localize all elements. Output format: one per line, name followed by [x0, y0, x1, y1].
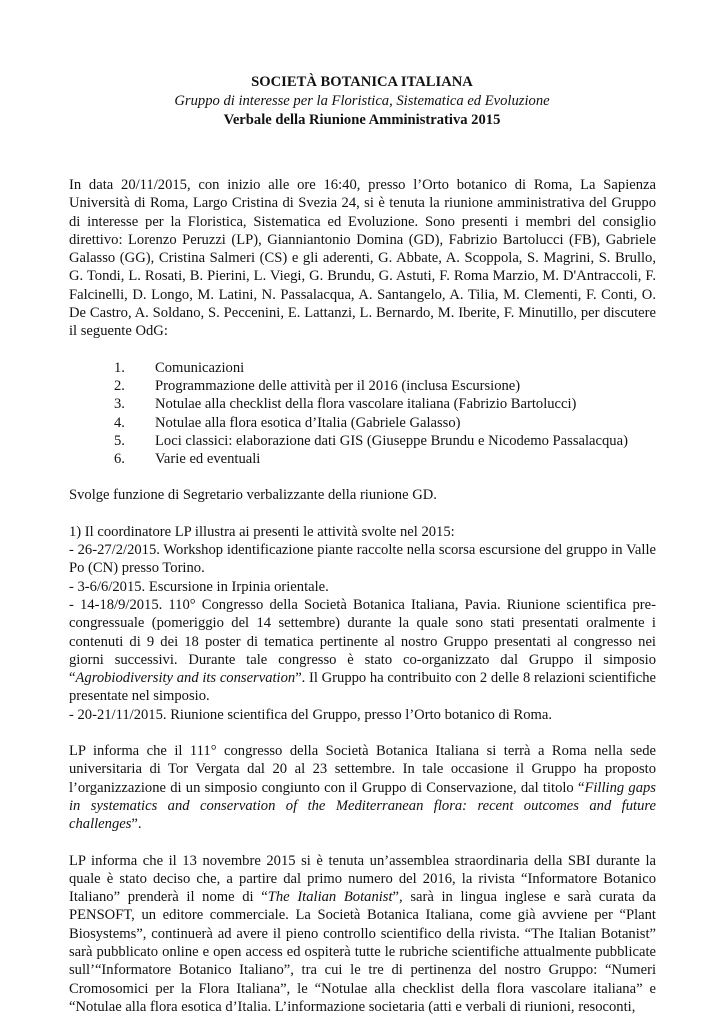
agenda-text: Loci classici: elaborazione dati GIS (Giuseppe Brundu e Nicodemo Passalacqua)	[155, 432, 628, 449]
joint-symposium-title: Filling gaps in systematics and conservation of the Mediterranean flora: recent outcomes and future challenges	[69, 779, 656, 833]
agenda-number: 3.	[114, 396, 125, 413]
activity-text: ”. Il Gruppo ha contribuito con 2 delle 8 relazioni scientifiche presentate nel simposio.	[69, 670, 656, 705]
spacer	[69, 834, 656, 852]
journal-name: The Italian Botanist	[267, 889, 393, 906]
symposium-title: Agrobiodiversity and its conservation	[75, 670, 296, 687]
document-body	[69, 176, 656, 1016]
agenda-item	[69, 395, 656, 413]
agenda-number: 6.	[114, 451, 125, 468]
spacer	[69, 468, 656, 486]
assembly-text: ”, sarà in lingua inglese e sarà curata da PENSOFT, un editore commerciale. La Società Botanica Italiana, come già avviene per “Plant Biosystems”, continuerà ad avere il pieno controllo scientifico della rivista. “The Italian Botanist” sarà pubblicato online e open access ed ospiterà tutte le rubriche scientifiche attualmente pubblicate sull’“Informatore Botanico Italiano”, tra cui le tre di pertinenza del nostro Gruppo: “Numeri Cromosomici per la Flora Italiana”, le “Notulae alla checklist della flora vascolare italiana” e “Notulae alla flora esotica d’Italia. L’informazione societaria (atti e verbali di riunioni, resoconti,	[69, 889, 657, 1015]
spacer	[69, 505, 656, 523]
agenda-text: Comunicazioni	[155, 359, 245, 376]
agenda-text: Notulae alla flora esotica d’Italia (Gabriele Galasso)	[155, 414, 461, 431]
activity-item	[69, 596, 656, 706]
agenda-item	[69, 359, 656, 377]
activity-item: - 3-6/6/2015. Escursione in Irpinia orientale.	[69, 578, 329, 595]
activities-intro: 1) Il coordinatore LP illustra ai presenti le attività svolte nel 2015:	[69, 523, 455, 540]
agenda-item	[69, 414, 656, 432]
minutes-title: Verbale della Riunione Amministrativa 2015	[223, 112, 501, 128]
spacer	[69, 724, 656, 742]
congress-paragraph	[69, 742, 656, 833]
document-header	[0, 73, 724, 130]
agenda-number: 1.	[114, 359, 125, 376]
agenda-number: 4.	[114, 414, 125, 431]
activity-item: - 26-27/2/2015. Workshop identificazione piante raccolte nella scorsa escursione del gruppo in Valle Po (CN) presso Torino.	[69, 542, 656, 577]
agenda-text: Notulae alla checklist della flora vascolare italiana (Fabrizio Bartolucci)	[155, 396, 577, 413]
agenda-item	[69, 377, 656, 395]
activity-item: - 20-21/11/2015. Riunione scientifica del Gruppo, presso l’Orto botanico di Roma.	[69, 706, 552, 723]
agenda-text: Programmazione delle attività per il 2016 (inclusa Escursione)	[155, 377, 521, 394]
intro-paragraph: In data 20/11/2015, con inizio alle ore 16:40, presso l’Orto botanico di Roma, La Sapienza Università di Roma, Largo Cristina di Svezia 24, si è tenuta la riunione amministrativa del Gruppo di interesse per la Floristica, Sistematica ed Evoluzione. Sono presenti i membri del consiglio direttivo: Lorenzo Peruzzi (LP), Gianniantonio Domina (GD), Fabrizio Bartolucci (FB), Gabriele Galasso (GG), Cristina Salmeri (CS) e gli aderenti, G. Abbate, A. Scoppola, S. Magrini, S. Brullo, G. Tondi, L. Rosati, B. Pierini, L. Viegi, G. Brundu, G. Astuti, F. Roma Marzio, M. D'Antraccoli, F. Falcinelli, D. Longo, M. Latini, N. Passalacqua, A. Santangelo, A. Tilia, M. Clementi, F. Conti, O. De Castro, A. Soldano, S. Peccenini, E. Lattanzi, L. Bernardo, M. Iberite, F. Minutillo, per discutere il seguente OdG:	[69, 177, 656, 340]
agenda-number: 5.	[114, 432, 125, 449]
assembly-text: LP informa che il 13 novembre 2015 si è tenuta un’assemblea straordinaria della SBI durante la quale è stato deciso che, a partire dal primo numero del 2016, la rivista “Informatore Botanico Italiano” prenderà il nome di “	[69, 852, 656, 906]
agenda-item	[69, 450, 656, 468]
agenda-text: Varie ed eventuali	[155, 451, 261, 468]
group-subtitle: Gruppo di interesse per la Floristica, Sistematica ed Evoluzione	[174, 93, 550, 109]
agenda-number: 2.	[114, 377, 125, 394]
activity-text: - 14-18/9/2015. 110° Congresso della Società Botanica Italiana, Pavia. Riunione scientifica pre-congressuale (pomeriggio del 14 settembre) durante la quale sono stati presentati oralmente i contenuti di 9 dei 18 poster di tematica pertinente al nostro Gruppo presentati al congresso nei giorni successivi. Durante tale congresso è stato co-organizzato dal Gruppo il simposio “	[69, 596, 656, 687]
society-title: SOCIETÀ BOTANICA ITALIANA	[251, 74, 473, 90]
spacer	[69, 341, 656, 359]
agenda-list	[69, 359, 656, 469]
congress-text: LP informa che il 111° congresso della Società Botanica Italiana si terrà a Roma nella sede universitaria di Tor Vergata dal 20 al 23 settembre. In tale occasione il Gruppo ha proposto l’organizzazione di un simposio congiunto con il Gruppo di Conservazione, dal titolo “	[69, 743, 656, 796]
secretary-paragraph: Svolge funzione di Segretario verbalizzante della riunione GD.	[69, 487, 437, 504]
congress-text: ”.	[131, 816, 142, 833]
activities-paragraph	[69, 523, 656, 724]
agenda-item	[69, 432, 656, 450]
assembly-paragraph	[69, 852, 656, 1017]
